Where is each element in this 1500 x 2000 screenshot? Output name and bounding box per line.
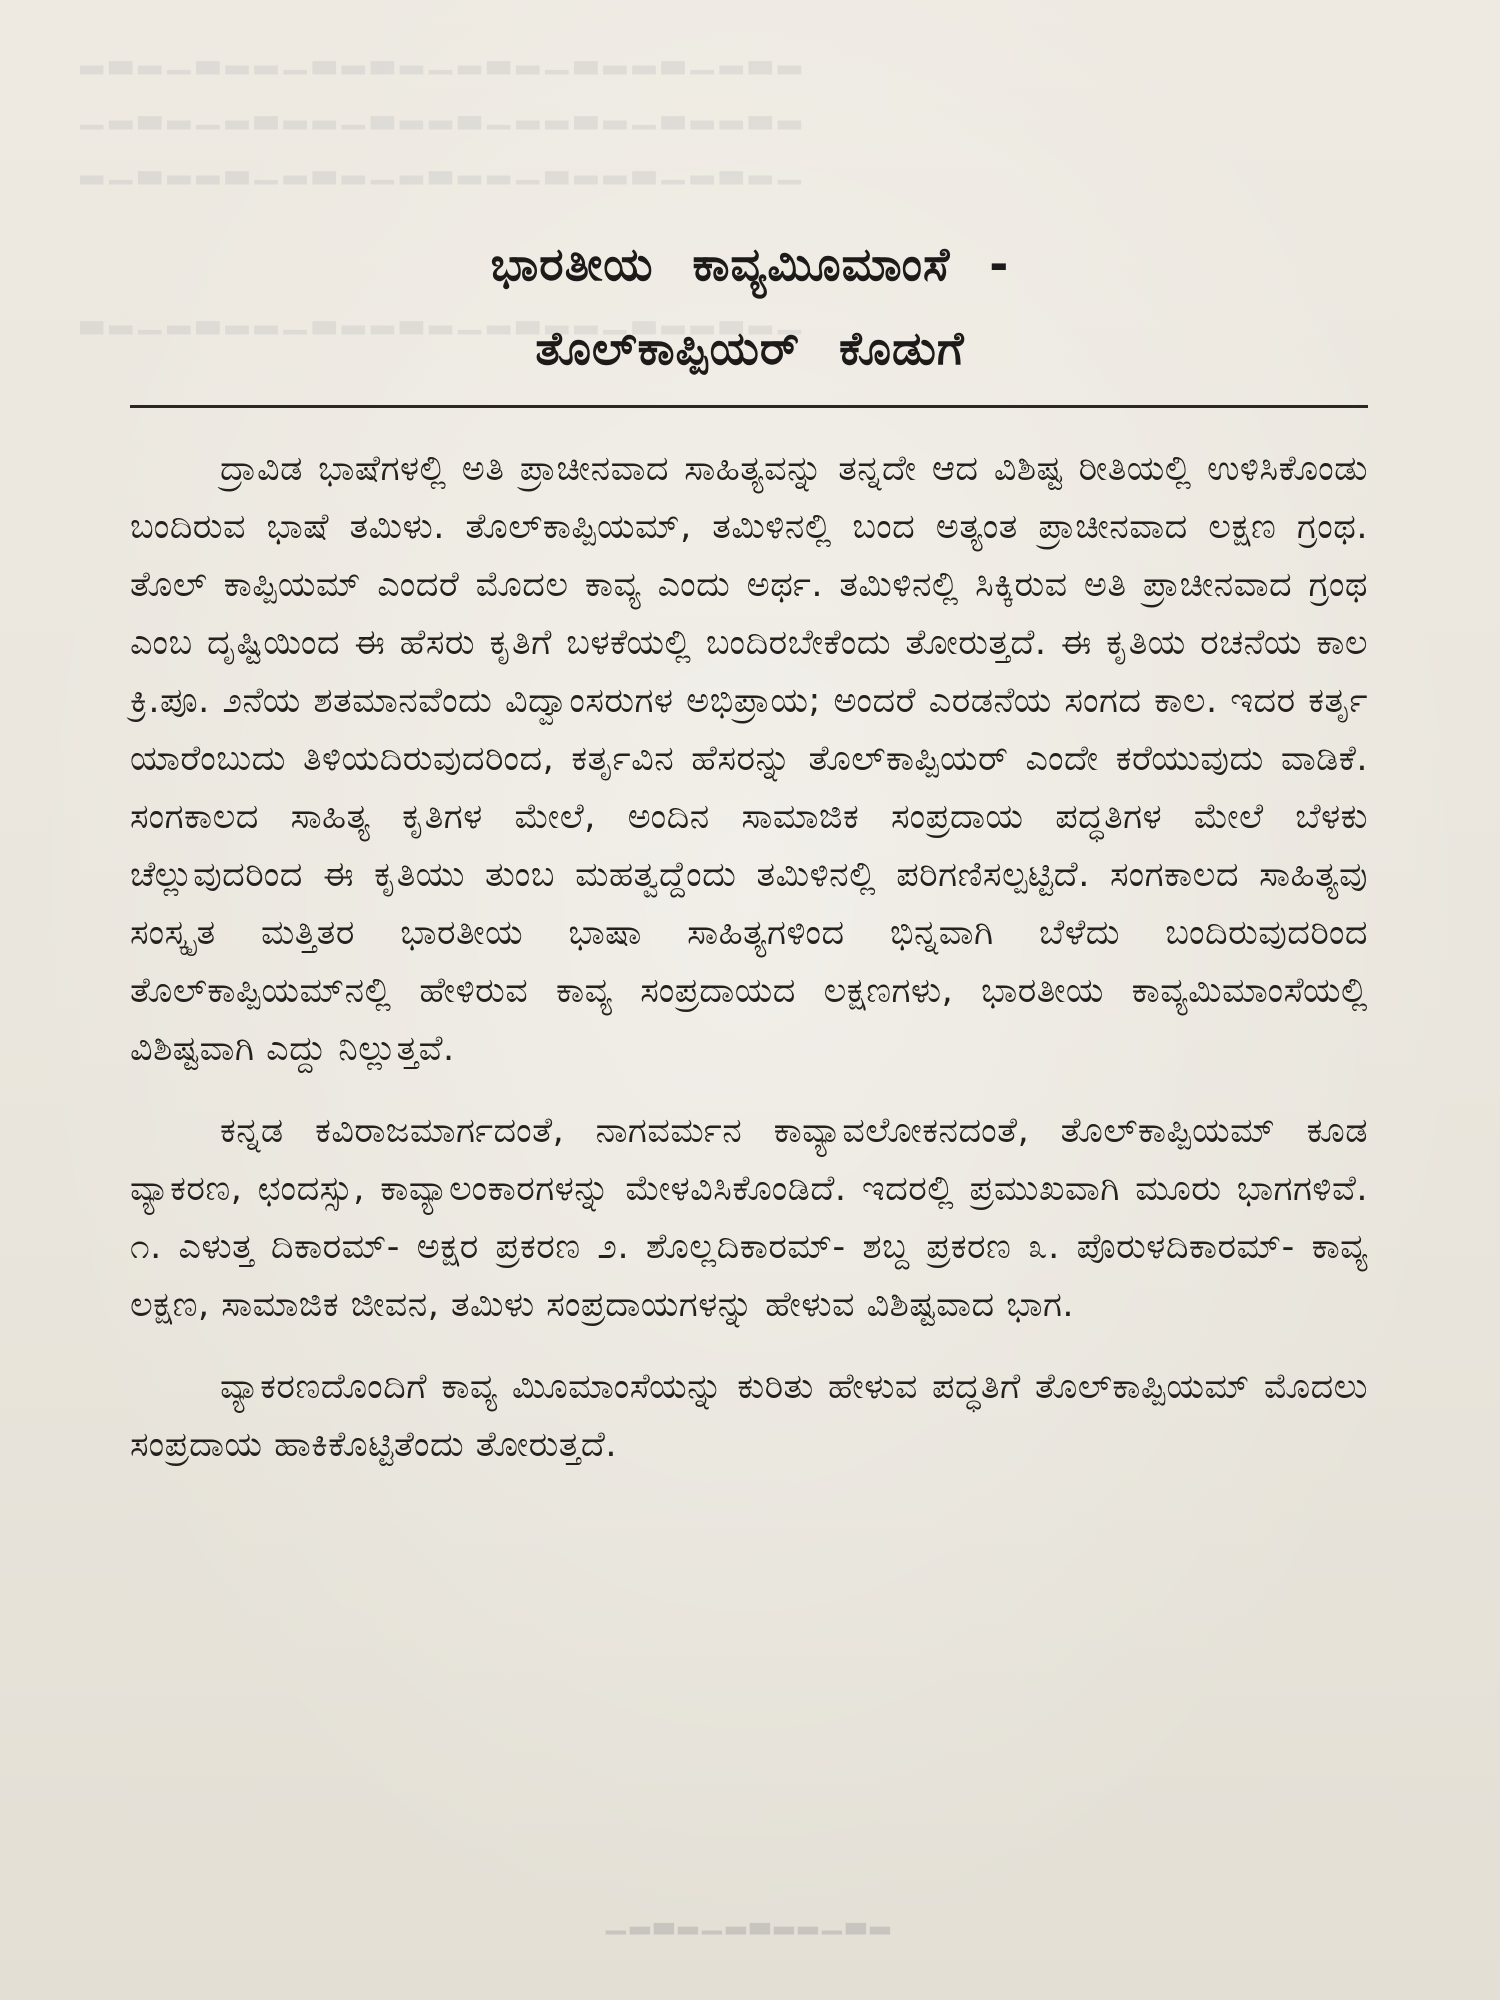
chapter-title-line-2: ತೊಲ್‌ಕಾಪ್ಪಿಯರ್ ಕೊಡುಗೆ — [535, 321, 965, 375]
show-through-texture: ▂▁▃▂▂▃▁▂▃▂▁▂▃▂▂▁▃▂▂▃▁▂▃▂▁ — [80, 150, 807, 185]
chapter-title — [0, 222, 1500, 390]
paragraph-1: ದ್ರಾವಿಡ ಭಾಷೆಗಳಲ್ಲಿ ಅತಿ ಪ್ರಾಚೀನವಾದ ಸಾಹಿತ್ಯವನ್ನು ತನ್ನದೇ ಆದ ವಿಶಿಷ್ಟ ರೀತಿಯಲ್ಲಿ ಉಳಿಸಿಕೊಂಡು ಬಂದಿರುವ ಭಾಷೆ ತಮಿಳು. ತೊಲ್‌ಕಾಪ್ಪಿಯಮ್, ತಮಿಳಿನಲ್ಲಿ ಬಂದ ಅತ್ಯಂತ ಪ್ರಾಚೀನವಾದ ಲಕ್ಷಣ ಗ್ರಂಥ. ತೊಲ್ ಕಾಪ್ಪಿಯಮ್ ಎಂದರೆ ಮೊದಲ ಕಾವ್ಯ ಎಂದು ಅರ್ಥ. ತಮಿಳಿನಲ್ಲಿ ಸಿಕ್ಕಿರುವ ಅತಿ ಪ್ರಾಚೀನವಾದ ಗ್ರಂಥ ಎಂಬ ದೃಷ್ಟಿಯಿಂದ ಈ ಹೆಸರು ಕೃತಿಗೆ ಬಳಕೆಯಲ್ಲಿ ಬಂದಿರಬೇಕೆಂದು ತೋರುತ್ತದೆ. ಈ ಕೃತಿಯ ರಚನೆಯ ಕಾಲ ಕ್ರಿ.ಪೂ. ೨ನೆಯ ಶತಮಾನವೆಂದು ವಿದ್ವಾಂಸರುಗಳ ಅಭಿಪ್ರಾಯ; ಅಂದರೆ ಎರಡನೆಯ ಸಂಗದ ಕಾಲ. ಇದರ ಕರ್ತೃ ಯಾರೆಂಬುದು ತಿಳಿಯದಿರುವುದರಿಂದ, ಕರ್ತೃವಿನ ಹೆಸರನ್ನು ತೊಲ್‌ಕಾಪ್ಪಿಯರ್ ಎಂದೇ ಕರೆಯುವುದು ವಾಡಿಕೆ. ಸಂಗಕಾಲದ ಸಾಹಿತ್ಯ ಕೃತಿಗಳ ಮೇಲೆ, ಅಂದಿನ ಸಾಮಾಜಿಕ ಸಂಪ್ರದಾಯ ಪದ್ಧತಿಗಳ ಮೇಲೆ ಬೆಳಕು ಚೆಲ್ಲುವುದರಿಂದ ಈ ಕೃತಿಯು ತುಂಬ ಮಹತ್ವದ್ದೆಂದು ತಮಿಳಿನಲ್ಲಿ ಪರಿಗಣಿಸಲ್ಪಟ್ಟಿದೆ. ಸಂಗಕಾಲದ ಸಾಹಿತ್ಯವು ಸಂಸ್ಕೃತ ಮತ್ತಿತರ ಭಾರತೀಯ ಭಾಷಾ ಸಾಹಿತ್ಯಗಳಿಂದ ಭಿನ್ನವಾಗಿ ಬೆಳೆದು ಬಂದಿರುವುದರಿಂದ ತೊಲ್‌ಕಾಪ್ಪಿಯಮ್‌ನಲ್ಲಿ ಹೇಳಿರುವ ಕಾವ್ಯ ಸಂಪ್ರದಾಯದ ಲಕ್ಷಣಗಳು, ಭಾರತೀಯ ಕಾವ್ಯಮಿಮಾಂಸೆಯಲ್ಲಿ ವಿಶಿಷ್ಟವಾಗಿ ಎದ್ದು ನಿಲ್ಲುತ್ತವೆ. — [130, 449, 1368, 1069]
paragraph-3: ವ್ಯಾಕರಣದೊಂದಿಗೆ ಕಾವ್ಯ ಮಿೂಮಾಂಸೆಯನ್ನು ಕುರಿತು ಹೇಳುವ ಪದ್ಧತಿಗೆ ತೊಲ್‌ಕಾಪ್ಪಿಯಮ್ ಮೊದಲು ಸಂಪ್ರದಾಯ ಹಾಕಿಕೊಟ್ಟಿತೆಂದು ತೋರುತ್ತದೆ. — [130, 1367, 1368, 1465]
show-through-footer-texture: ▁▂▃▂▁▂▃▂▂▁▃▂ — [606, 1905, 894, 1935]
paragraph-2: ಕನ್ನಡ ಕವಿರಾಜಮಾರ್ಗದಂತೆ, ನಾಗವರ್ಮನ ಕಾವ್ಯಾವಲೋಕನದಂತೆ, ತೊಲ್‌ಕಾಪ್ಪಿಯಮ್ ಕೂಡ ವ್ಯಾಕರಣ, ಛಂದಸ್ಸು, ಕಾವ್ಯಾಲಂಕಾರಗಳನ್ನು ಮೇಳವಿಸಿಕೊಂಡಿದೆ. ಇದರಲ್ಲಿ ಪ್ರಮುಖವಾಗಿ ಮೂರು ಭಾಗಗಳಿವೆ. ೧. ಎಳುತ್ತ ದಿಕಾರಮ್- ಅಕ್ಷರ ಪ್ರಕರಣ ೨. ಶೊಲ್ಲದಿಕಾರಮ್- ಶಬ್ದ ಪ್ರಕರಣ ೩. ಪೊರುಳದಿಕಾರಮ್- ಕಾವ್ಯ ಲಕ್ಷಣ, ಸಾಮಾಜಿಕ ಜೀವನ, ತಮಿಳು ಸಂಪ್ರದಾಯಗಳನ್ನು ಹೇಳುವ ವಿಶಿಷ್ಟವಾದ ಭಾಗ. — [130, 1111, 1368, 1325]
show-through-texture: ▂▃▂▁▃▂▂▁▃▂▃▂▁▂▃▂▁▃▂▂▃▁▂▃▂ — [80, 40, 807, 75]
show-through-texture: ▁▂▃▂▁▂▃▂▂▁▃▂▂▃▁▂▂▃▂▁▃▂▂▃▂ — [80, 95, 807, 130]
chapter-title-line-1: ಭಾರತೀಯ ಕಾವ್ಯಮಿೂಮಾಂಸೆ - — [490, 237, 1010, 291]
body-text — [130, 440, 1368, 1498]
show-through-texture: ▃▂▁▂▃▂▂▁▃▂▂▃▂▁▂▃▂▂▁▃▂▂▃▂▁ — [80, 300, 807, 335]
title-underline-rule — [130, 405, 1368, 408]
